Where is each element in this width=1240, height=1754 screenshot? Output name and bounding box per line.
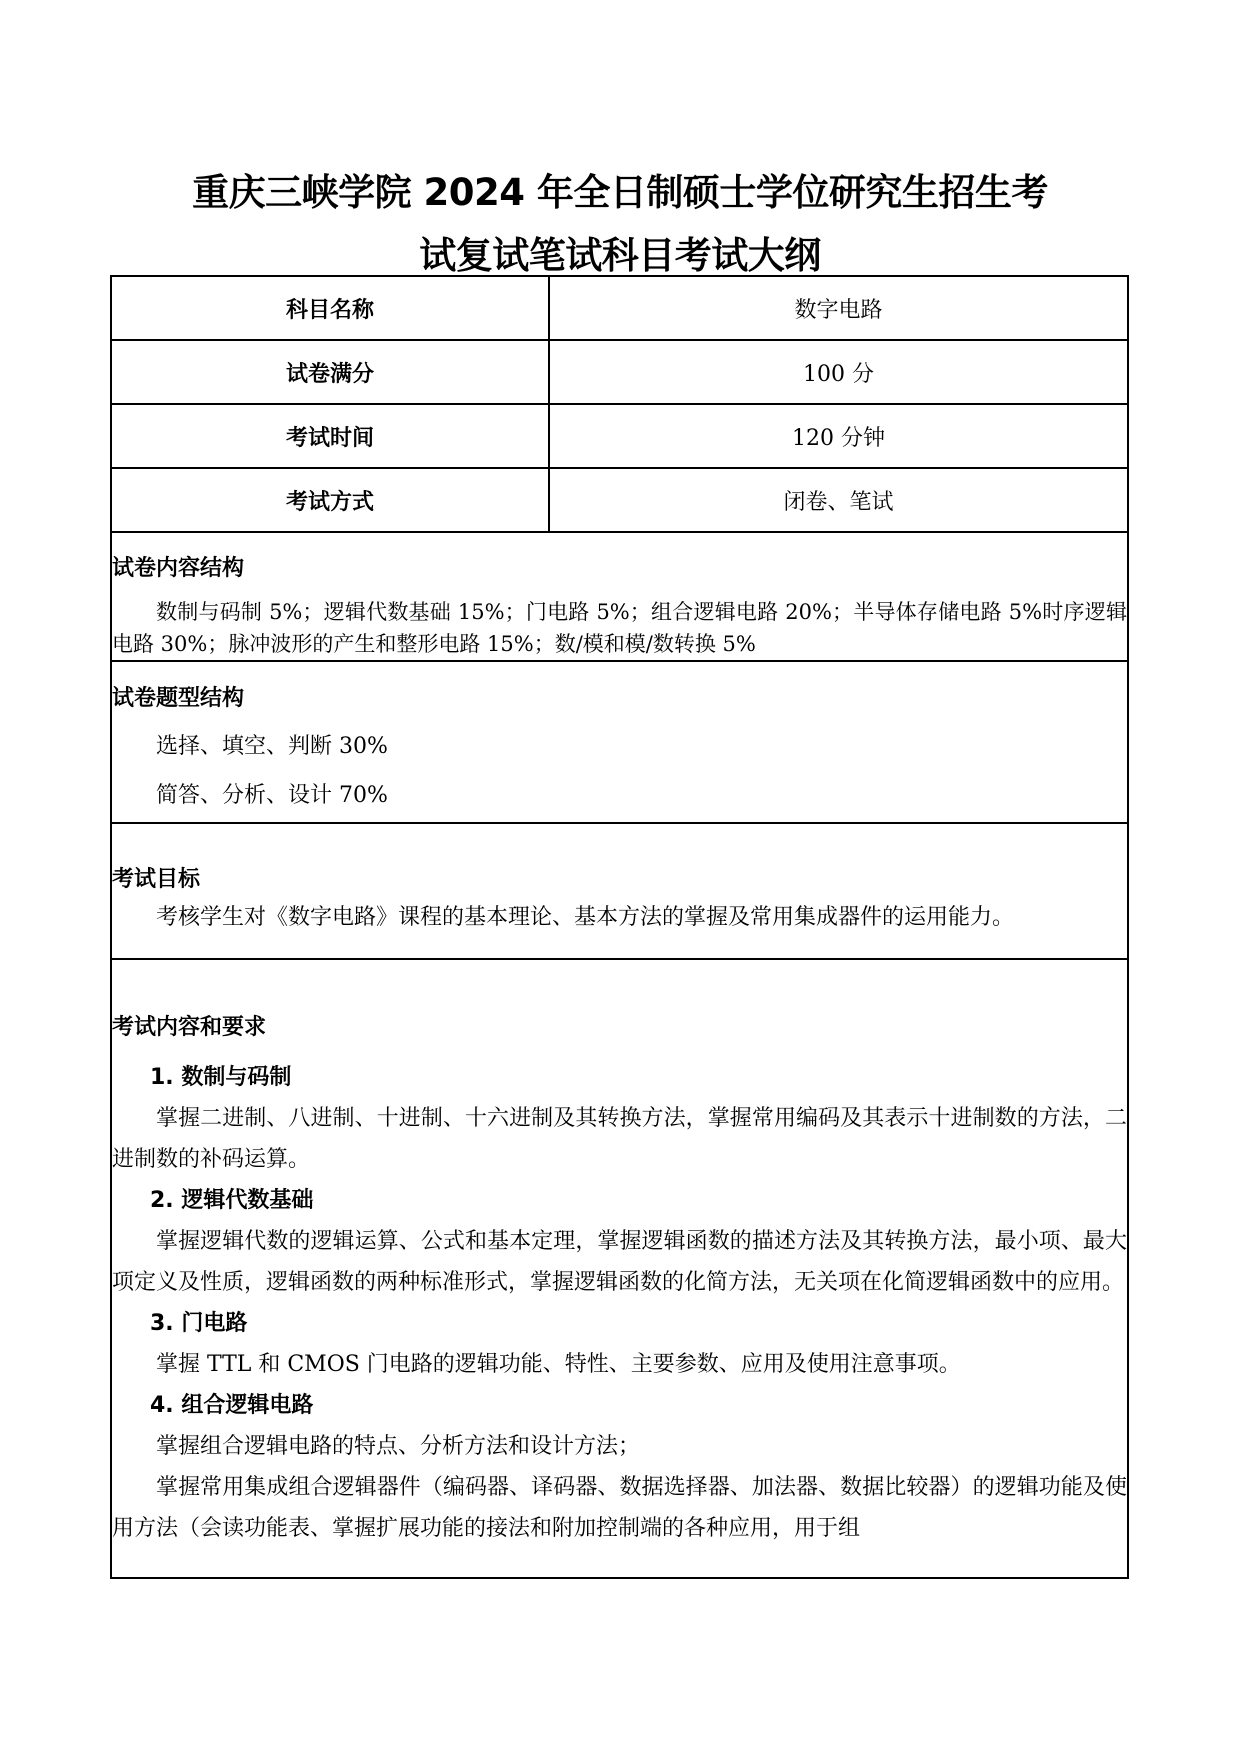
exam-content-section bbox=[111, 959, 1128, 1578]
info-row-full-score bbox=[111, 340, 1128, 404]
question-type-item: 简答、分析、设计 70% bbox=[156, 782, 388, 808]
section-heading: 考试目标 bbox=[112, 867, 201, 892]
document-title-line-1: 重庆三峡学院 2024 年全日制硕士学位研究生招生考 bbox=[192, 171, 1048, 214]
subsection-title: 4. 组合逻辑电路 bbox=[150, 1393, 314, 1418]
info-row-subject bbox=[111, 276, 1128, 340]
info-value: 120 分钟 bbox=[549, 404, 1128, 468]
subsection-text: 掌握二进制、八进制、十进制、十六进制及其转换方法，掌握常用编码及其表示十进制数的方法，二进制数的补码运算。 bbox=[112, 1106, 1127, 1172]
section-text: 考核学生对《数字电路》课程的基本理论、基本方法的掌握及常用集成器件的运用能力。 bbox=[156, 905, 1015, 930]
info-value: 闭卷、笔试 bbox=[549, 468, 1128, 532]
subsection-title: 1. 数制与码制 bbox=[150, 1065, 292, 1090]
question-type-item: 选择、填空、判断 30% bbox=[156, 733, 388, 759]
info-key: 考试时间 bbox=[111, 404, 549, 468]
content-structure-row bbox=[111, 532, 1128, 661]
exam-goal-row bbox=[111, 823, 1128, 959]
subsection-text: 掌握 TTL 和 CMOS 门电路的逻辑功能、特性、主要参数、应用及使用注意事项。 bbox=[156, 1352, 961, 1377]
question-structure-section bbox=[111, 661, 1128, 823]
info-key: 试卷满分 bbox=[111, 340, 549, 404]
info-key: 科目名称 bbox=[111, 276, 549, 340]
syllabus-table bbox=[110, 275, 1129, 1579]
section-text: 数制与码制 5%；逻辑代数基础 15%；门电路 5%；组合逻辑电路 20%；半导体存储电路 5%时序逻辑电路 30%；脉冲波形的产生和整形电路 15%；数/模和模/数转换 5% bbox=[112, 600, 1127, 656]
subsection-text: 掌握逻辑代数的逻辑运算、公式和基本定理，掌握逻辑函数的描述方法及其转换方法，最小项、最大项定义及性质，逻辑函数的两种标准形式，掌握逻辑函数的化简方法，无关项在化简逻辑函数中的应用。 bbox=[112, 1229, 1127, 1295]
section-heading: 考试内容和要求 bbox=[112, 1015, 267, 1040]
section-heading: 试卷题型结构 bbox=[112, 685, 245, 711]
subsection-text: 掌握组合逻辑电路的特点、分析方法和设计方法； bbox=[156, 1434, 641, 1459]
content-structure-section bbox=[111, 532, 1128, 661]
subsection-title: 3. 门电路 bbox=[150, 1311, 248, 1336]
section-heading: 试卷内容结构 bbox=[112, 556, 245, 581]
info-row-duration bbox=[111, 404, 1128, 468]
info-value: 数字电路 bbox=[549, 276, 1128, 340]
question-structure-row bbox=[111, 661, 1128, 823]
info-key: 考试方式 bbox=[111, 468, 549, 532]
info-value: 100 分 bbox=[549, 340, 1128, 404]
info-row-format bbox=[111, 468, 1128, 532]
subsection-text: 掌握常用集成组合逻辑器件（编码器、译码器、数据选择器、加法器、数据比较器）的逻辑功能及使用方法（会读功能表、掌握扩展功能的接法和附加控制端的各种应用，用于组 bbox=[112, 1475, 1127, 1541]
exam-content-row bbox=[111, 959, 1128, 1578]
document-title-line-2: 试复试笔试科目考试大纲 bbox=[419, 234, 821, 277]
exam-goal-section bbox=[111, 823, 1128, 959]
subsection-title: 2. 逻辑代数基础 bbox=[150, 1188, 314, 1213]
